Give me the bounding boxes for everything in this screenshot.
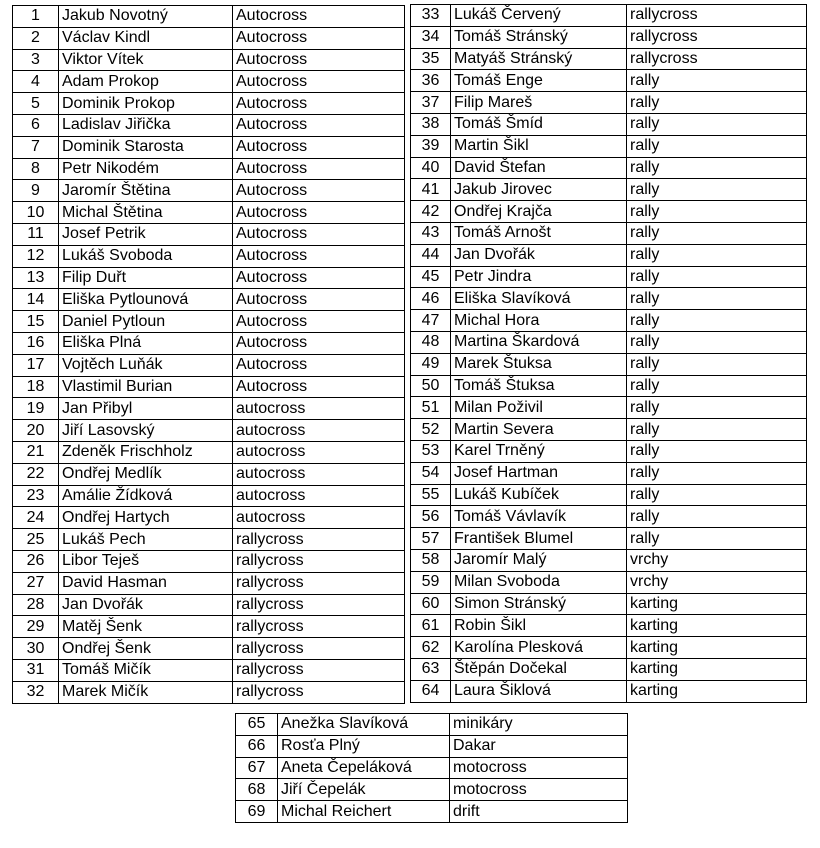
table-row bbox=[411, 571, 807, 593]
driver-name: Michal Reichert bbox=[278, 801, 450, 823]
discipline: rally bbox=[627, 201, 807, 223]
table-row bbox=[13, 158, 405, 180]
entry-number: 37 bbox=[411, 92, 451, 114]
table-row bbox=[411, 5, 807, 27]
driver-name: Anežka Slavíková bbox=[278, 714, 450, 736]
driver-name: Martina Škardová bbox=[451, 331, 627, 353]
discipline: rally bbox=[627, 331, 807, 353]
discipline: autocross bbox=[233, 420, 405, 442]
table-row bbox=[13, 354, 405, 376]
table-row bbox=[13, 398, 405, 420]
driver-name: Viktor Vítek bbox=[59, 49, 233, 71]
table-row bbox=[13, 289, 405, 311]
discipline: Autocross bbox=[233, 223, 405, 245]
entry-number: 48 bbox=[411, 331, 451, 353]
discipline: Autocross bbox=[233, 267, 405, 289]
entry-number: 40 bbox=[411, 157, 451, 179]
table-row bbox=[411, 201, 807, 223]
table-row bbox=[13, 616, 405, 638]
discipline: rally bbox=[627, 528, 807, 550]
entry-number: 57 bbox=[411, 528, 451, 550]
table-row bbox=[411, 658, 807, 680]
entry-number: 25 bbox=[13, 529, 59, 551]
entry-number: 12 bbox=[13, 245, 59, 267]
discipline: Dakar bbox=[450, 735, 628, 757]
entry-number: 30 bbox=[13, 638, 59, 660]
entry-number: 32 bbox=[13, 681, 59, 703]
driver-name: Ondřej Medlík bbox=[59, 463, 233, 485]
entry-number: 58 bbox=[411, 549, 451, 571]
discipline: rally bbox=[627, 135, 807, 157]
discipline: Autocross bbox=[233, 311, 405, 333]
entry-number: 64 bbox=[411, 680, 451, 702]
entry-number: 10 bbox=[13, 202, 59, 224]
discipline: Autocross bbox=[233, 27, 405, 49]
driver-name: Jan Dvořák bbox=[59, 594, 233, 616]
discipline: rallycross bbox=[233, 572, 405, 594]
driver-name: Lukáš Pech bbox=[59, 529, 233, 551]
discipline: rally bbox=[627, 92, 807, 114]
discipline: Autocross bbox=[233, 376, 405, 398]
discipline: rally bbox=[627, 266, 807, 288]
discipline: rally bbox=[627, 397, 807, 419]
driver-name: Lukáš Kubíček bbox=[451, 484, 627, 506]
table-row bbox=[236, 714, 628, 736]
entry-number: 26 bbox=[13, 550, 59, 572]
driver-name: Petr Jindra bbox=[451, 266, 627, 288]
entry-number: 59 bbox=[411, 571, 451, 593]
discipline: Autocross bbox=[233, 289, 405, 311]
table-row bbox=[411, 528, 807, 550]
entry-number: 50 bbox=[411, 375, 451, 397]
discipline: karting bbox=[627, 615, 807, 637]
table-row bbox=[13, 27, 405, 49]
table-row bbox=[411, 288, 807, 310]
discipline: autocross bbox=[233, 507, 405, 529]
entry-number: 7 bbox=[13, 136, 59, 158]
discipline: rallycross bbox=[233, 616, 405, 638]
driver-name: František Blumel bbox=[451, 528, 627, 550]
table-row bbox=[411, 113, 807, 135]
discipline: Autocross bbox=[233, 354, 405, 376]
entry-number: 68 bbox=[236, 779, 278, 801]
table-row bbox=[411, 353, 807, 375]
entry-number: 31 bbox=[13, 659, 59, 681]
driver-name: Jaromír Štětina bbox=[59, 180, 233, 202]
discipline: rallycross bbox=[627, 5, 807, 27]
table-row bbox=[13, 594, 405, 616]
entry-number: 9 bbox=[13, 180, 59, 202]
entry-number: 18 bbox=[13, 376, 59, 398]
table-row bbox=[13, 681, 405, 703]
roster-table-right bbox=[410, 4, 807, 703]
driver-name: Dominik Starosta bbox=[59, 136, 233, 158]
driver-name: Filip Duřt bbox=[59, 267, 233, 289]
table-row bbox=[13, 485, 405, 507]
table-row bbox=[13, 463, 405, 485]
table-row bbox=[13, 6, 405, 28]
entry-number: 54 bbox=[411, 462, 451, 484]
entry-number: 5 bbox=[13, 93, 59, 115]
table-row bbox=[13, 659, 405, 681]
discipline: Autocross bbox=[233, 93, 405, 115]
table-row bbox=[13, 376, 405, 398]
driver-name: Tomáš Štuksa bbox=[451, 375, 627, 397]
driver-name: Laura Šiklová bbox=[451, 680, 627, 702]
table-row bbox=[13, 223, 405, 245]
driver-name: Tomáš Šmíd bbox=[451, 113, 627, 135]
table-row bbox=[411, 462, 807, 484]
entry-number: 39 bbox=[411, 135, 451, 157]
driver-name: Dominik Prokop bbox=[59, 93, 233, 115]
table-row bbox=[13, 93, 405, 115]
driver-name: Petr Nikodém bbox=[59, 158, 233, 180]
table-row bbox=[411, 310, 807, 332]
discipline: rallycross bbox=[233, 681, 405, 703]
entry-number: 16 bbox=[13, 332, 59, 354]
driver-name: Eliška Pytlounová bbox=[59, 289, 233, 311]
driver-name: Štěpán Dočekal bbox=[451, 658, 627, 680]
discipline: minikáry bbox=[450, 714, 628, 736]
discipline: rallycross bbox=[233, 594, 405, 616]
driver-name: Jan Dvořák bbox=[451, 244, 627, 266]
entry-number: 2 bbox=[13, 27, 59, 49]
entry-number: 23 bbox=[13, 485, 59, 507]
driver-name: Zdeněk Frischholz bbox=[59, 441, 233, 463]
discipline: Autocross bbox=[233, 136, 405, 158]
entry-number: 47 bbox=[411, 310, 451, 332]
driver-name: Jaromír Malý bbox=[451, 549, 627, 571]
entry-number: 42 bbox=[411, 201, 451, 223]
driver-name: Amálie Žídková bbox=[59, 485, 233, 507]
discipline: rallycross bbox=[627, 26, 807, 48]
driver-name: Karolína Plesková bbox=[451, 637, 627, 659]
discipline: rally bbox=[627, 310, 807, 332]
driver-name: Jakub Novotný bbox=[59, 6, 233, 28]
discipline: rally bbox=[627, 222, 807, 244]
discipline: vrchy bbox=[627, 571, 807, 593]
driver-name: Tomáš Arnošt bbox=[451, 222, 627, 244]
discipline: autocross bbox=[233, 398, 405, 420]
entry-number: 65 bbox=[236, 714, 278, 736]
discipline: rally bbox=[627, 288, 807, 310]
entry-number: 44 bbox=[411, 244, 451, 266]
driver-name: Tomáš Enge bbox=[451, 70, 627, 92]
entry-number: 11 bbox=[13, 223, 59, 245]
discipline: autocross bbox=[233, 441, 405, 463]
entry-number: 46 bbox=[411, 288, 451, 310]
entry-number: 34 bbox=[411, 26, 451, 48]
entry-number: 36 bbox=[411, 70, 451, 92]
driver-name: Tomáš Stránský bbox=[451, 26, 627, 48]
table-row bbox=[13, 180, 405, 202]
table-row bbox=[411, 157, 807, 179]
entry-number: 52 bbox=[411, 419, 451, 441]
driver-name: Jiří Lasovský bbox=[59, 420, 233, 442]
discipline: rallycross bbox=[627, 48, 807, 70]
entry-number: 22 bbox=[13, 463, 59, 485]
entry-number: 20 bbox=[13, 420, 59, 442]
discipline: rally bbox=[627, 484, 807, 506]
discipline: rally bbox=[627, 244, 807, 266]
discipline: rallycross bbox=[233, 659, 405, 681]
discipline: rally bbox=[627, 440, 807, 462]
discipline: Autocross bbox=[233, 71, 405, 93]
driver-name: Matyáš Stránský bbox=[451, 48, 627, 70]
discipline: karting bbox=[627, 658, 807, 680]
driver-name: Jiří Čepelák bbox=[278, 779, 450, 801]
table-row bbox=[411, 26, 807, 48]
table-row bbox=[411, 506, 807, 528]
entry-number: 15 bbox=[13, 311, 59, 333]
table-row bbox=[411, 593, 807, 615]
entry-number: 69 bbox=[236, 801, 278, 823]
table-row bbox=[411, 440, 807, 462]
driver-name: Václav Kindl bbox=[59, 27, 233, 49]
driver-name: Eliška Slavíková bbox=[451, 288, 627, 310]
driver-name: Vlastimil Burian bbox=[59, 376, 233, 398]
table-row bbox=[411, 179, 807, 201]
entry-number: 14 bbox=[13, 289, 59, 311]
table-row bbox=[13, 202, 405, 224]
table-row bbox=[13, 49, 405, 71]
driver-name: Marek Štuksa bbox=[451, 353, 627, 375]
driver-name: Jakub Jirovec bbox=[451, 179, 627, 201]
table-row bbox=[411, 484, 807, 506]
driver-name: Josef Hartman bbox=[451, 462, 627, 484]
discipline: rally bbox=[627, 506, 807, 528]
entry-number: 33 bbox=[411, 5, 451, 27]
discipline: Autocross bbox=[233, 158, 405, 180]
discipline: rally bbox=[627, 179, 807, 201]
table-row bbox=[13, 638, 405, 660]
driver-name: Aneta Čepeláková bbox=[278, 757, 450, 779]
driver-name: Karel Trněný bbox=[451, 440, 627, 462]
driver-name: Martin Severa bbox=[451, 419, 627, 441]
discipline: motocross bbox=[450, 757, 628, 779]
discipline: Autocross bbox=[233, 6, 405, 28]
entry-number: 28 bbox=[13, 594, 59, 616]
table-row bbox=[411, 615, 807, 637]
discipline: rally bbox=[627, 375, 807, 397]
driver-name: Vojtěch Luňák bbox=[59, 354, 233, 376]
entry-number: 27 bbox=[13, 572, 59, 594]
entry-number: 19 bbox=[13, 398, 59, 420]
discipline: rally bbox=[627, 462, 807, 484]
table-row bbox=[411, 70, 807, 92]
table-row bbox=[411, 48, 807, 70]
discipline: drift bbox=[450, 801, 628, 823]
table-row bbox=[13, 420, 405, 442]
table-row bbox=[236, 757, 628, 779]
discipline: Autocross bbox=[233, 202, 405, 224]
discipline: Autocross bbox=[233, 49, 405, 71]
driver-name: Robin Šikl bbox=[451, 615, 627, 637]
discipline: autocross bbox=[233, 485, 405, 507]
table-row bbox=[13, 267, 405, 289]
entry-number: 35 bbox=[411, 48, 451, 70]
entry-number: 41 bbox=[411, 179, 451, 201]
table-row bbox=[411, 266, 807, 288]
roster-table-bottom bbox=[235, 713, 628, 823]
entry-number: 24 bbox=[13, 507, 59, 529]
table-row bbox=[13, 332, 405, 354]
table-row bbox=[13, 529, 405, 551]
discipline: karting bbox=[627, 680, 807, 702]
driver-name: Rosťa Plný bbox=[278, 735, 450, 757]
discipline: rallycross bbox=[233, 529, 405, 551]
discipline: rally bbox=[627, 70, 807, 92]
discipline: motocross bbox=[450, 779, 628, 801]
entry-number: 67 bbox=[236, 757, 278, 779]
driver-name: Ondřej Krajča bbox=[451, 201, 627, 223]
driver-name: Jan Přibyl bbox=[59, 398, 233, 420]
driver-name: Filip Mareš bbox=[451, 92, 627, 114]
discipline: rally bbox=[627, 157, 807, 179]
table-row bbox=[13, 114, 405, 136]
table-row bbox=[13, 441, 405, 463]
driver-name: Michal Štětina bbox=[59, 202, 233, 224]
driver-name: Tomáš Vávlavík bbox=[451, 506, 627, 528]
table-row bbox=[411, 680, 807, 702]
discipline: autocross bbox=[233, 463, 405, 485]
table-row bbox=[13, 550, 405, 572]
entry-number: 21 bbox=[13, 441, 59, 463]
entry-number: 3 bbox=[13, 49, 59, 71]
discipline: rallycross bbox=[233, 638, 405, 660]
driver-name: Tomáš Mičík bbox=[59, 659, 233, 681]
table-row bbox=[411, 92, 807, 114]
driver-name: Milan Svoboda bbox=[451, 571, 627, 593]
entry-number: 4 bbox=[13, 71, 59, 93]
table-row bbox=[411, 637, 807, 659]
table-row bbox=[411, 135, 807, 157]
entry-number: 13 bbox=[13, 267, 59, 289]
entry-number: 62 bbox=[411, 637, 451, 659]
discipline: karting bbox=[627, 593, 807, 615]
entry-number: 38 bbox=[411, 113, 451, 135]
discipline: karting bbox=[627, 637, 807, 659]
discipline: rally bbox=[627, 419, 807, 441]
table-row bbox=[411, 397, 807, 419]
driver-name: Ondřej Hartych bbox=[59, 507, 233, 529]
discipline: Autocross bbox=[233, 245, 405, 267]
driver-name: Martin Šikl bbox=[451, 135, 627, 157]
driver-name: Lukáš Červený bbox=[451, 5, 627, 27]
entry-number: 53 bbox=[411, 440, 451, 462]
table-row bbox=[13, 572, 405, 594]
entry-number: 61 bbox=[411, 615, 451, 637]
table-row bbox=[236, 779, 628, 801]
table-row bbox=[411, 222, 807, 244]
table-row bbox=[411, 375, 807, 397]
entry-number: 63 bbox=[411, 658, 451, 680]
driver-name: Ondřej Šenk bbox=[59, 638, 233, 660]
entry-number: 6 bbox=[13, 114, 59, 136]
discipline: rally bbox=[627, 113, 807, 135]
entry-number: 49 bbox=[411, 353, 451, 375]
table-row bbox=[411, 419, 807, 441]
entry-number: 43 bbox=[411, 222, 451, 244]
driver-name: Michal Hora bbox=[451, 310, 627, 332]
discipline: vrchy bbox=[627, 549, 807, 571]
driver-name: Ladislav Jiřička bbox=[59, 114, 233, 136]
driver-name: Simon Stránský bbox=[451, 593, 627, 615]
driver-name: Eliška Plná bbox=[59, 332, 233, 354]
driver-name: Daniel Pytloun bbox=[59, 311, 233, 333]
table-row bbox=[411, 331, 807, 353]
table-row bbox=[411, 244, 807, 266]
discipline: rally bbox=[627, 353, 807, 375]
table-row bbox=[236, 735, 628, 757]
table-row bbox=[13, 245, 405, 267]
entry-number: 51 bbox=[411, 397, 451, 419]
table-row bbox=[411, 549, 807, 571]
table-row bbox=[13, 311, 405, 333]
entry-number: 29 bbox=[13, 616, 59, 638]
driver-name: David Hasman bbox=[59, 572, 233, 594]
driver-name: Josef Petrik bbox=[59, 223, 233, 245]
discipline: Autocross bbox=[233, 332, 405, 354]
driver-name: Adam Prokop bbox=[59, 71, 233, 93]
table-row bbox=[236, 801, 628, 823]
entry-number: 8 bbox=[13, 158, 59, 180]
entry-number: 60 bbox=[411, 593, 451, 615]
entry-number: 55 bbox=[411, 484, 451, 506]
entry-number: 17 bbox=[13, 354, 59, 376]
driver-name: Libor Teješ bbox=[59, 550, 233, 572]
entry-number: 56 bbox=[411, 506, 451, 528]
entry-number: 66 bbox=[236, 735, 278, 757]
discipline: Autocross bbox=[233, 180, 405, 202]
entry-number: 45 bbox=[411, 266, 451, 288]
entry-number: 1 bbox=[13, 6, 59, 28]
table-row bbox=[13, 507, 405, 529]
driver-name: Milan Poživil bbox=[451, 397, 627, 419]
driver-name: Matěj Šenk bbox=[59, 616, 233, 638]
discipline: rallycross bbox=[233, 550, 405, 572]
driver-name: Marek Mičík bbox=[59, 681, 233, 703]
table-row bbox=[13, 136, 405, 158]
driver-name: David Štefan bbox=[451, 157, 627, 179]
roster-table-left bbox=[12, 5, 405, 704]
table-row bbox=[13, 71, 405, 93]
discipline: Autocross bbox=[233, 114, 405, 136]
driver-name: Lukáš Svoboda bbox=[59, 245, 233, 267]
